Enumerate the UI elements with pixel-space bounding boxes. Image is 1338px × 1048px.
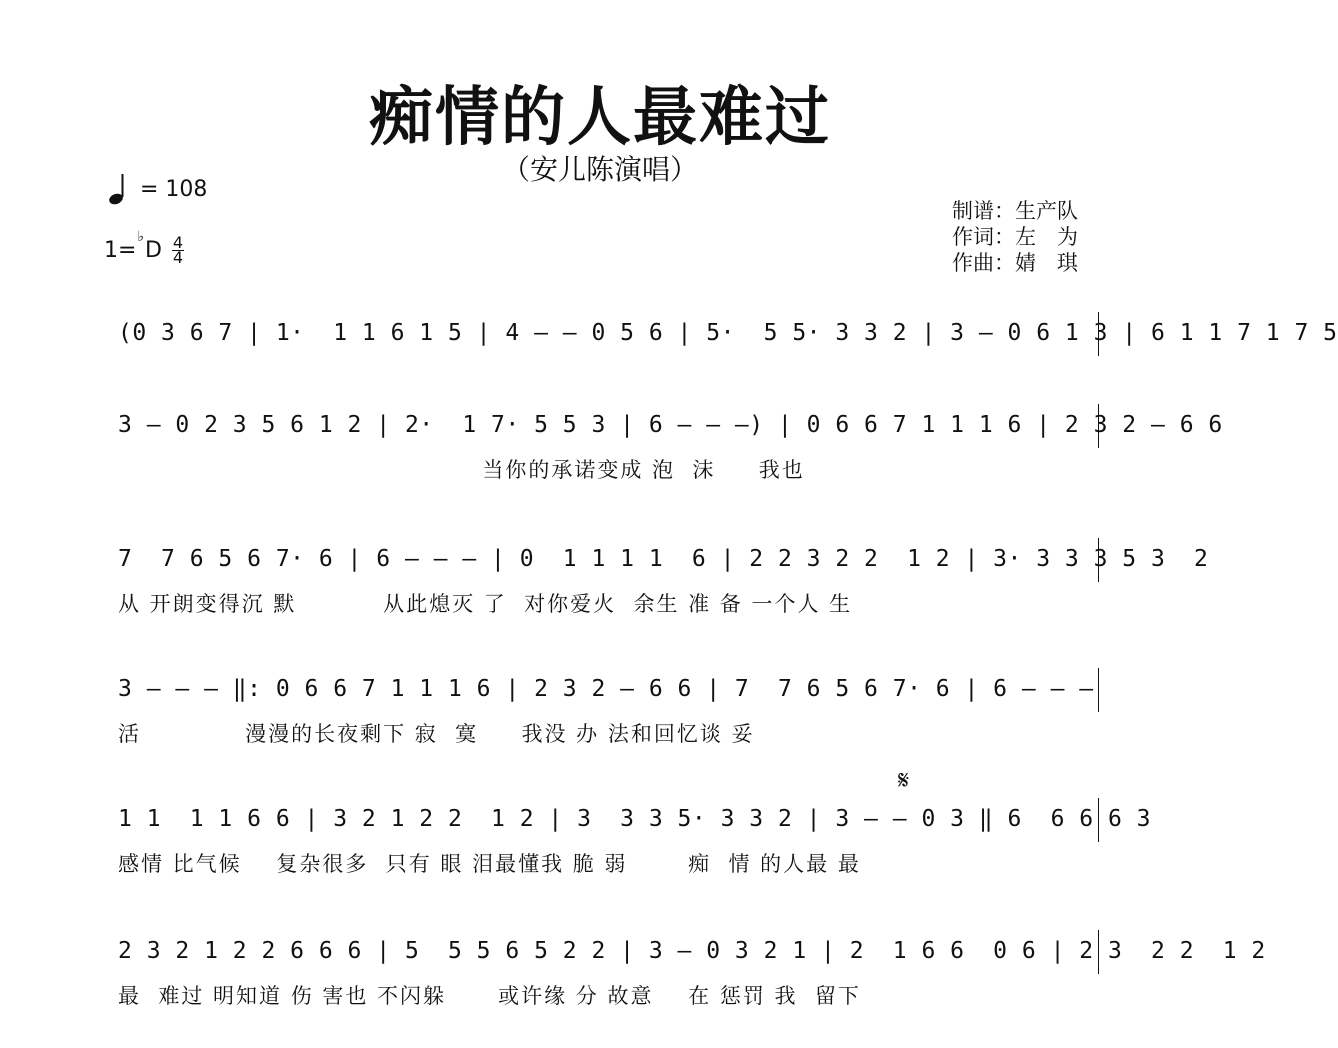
notation-row: 1 1 1 1 6 6 | 3 2 1 2 2 1 2 | 3 3 3 5· 3 3 2 | 3 — — 0 3 ‖ 6 6 6 6 3 xyxy=(118,806,1151,832)
time-sig-top: 4 xyxy=(172,233,184,252)
lyrics-row: 当你的承诺变成 泡 沫 我也 xyxy=(118,458,805,482)
quarter-note-icon xyxy=(108,172,130,206)
time-signature xyxy=(172,233,184,267)
lyricist-credit: 作词：左 为 xyxy=(952,225,1078,249)
flat-sign: ♭ xyxy=(137,228,145,245)
lyrics-row: 活 漫漫的长夜剩下 寂 寞 我没 办 法和回忆谈 妥 xyxy=(118,722,755,746)
barline xyxy=(1098,404,1099,448)
key-prefix: 1= xyxy=(104,238,137,263)
arranger-credit: 制谱：生产队 xyxy=(952,199,1078,223)
lyrics-row: 从 开朗变得沉 默 从此熄灭 了 对你爱火 余生 准 备 一个人 生 xyxy=(118,592,853,616)
tempo-marking xyxy=(108,172,207,206)
barline xyxy=(1098,668,1099,712)
notation-row: 7 7 6 5 6 7· 6 | 6 — — — | 0 1 1 1 1 6 | 2 2 3 2 2 1 2 | 3· 3 3 3 5 3 2 xyxy=(118,546,1209,572)
staff-line-3 xyxy=(110,546,1209,656)
song-title: 痴情的人最难过 xyxy=(369,81,831,155)
barline xyxy=(1098,312,1099,356)
notation-row: 2 3 2 1 2 2 6 6 6 | 5 5 5 6 5 2 2 | 3 — 0 3 2 1 | 2 1 6 6 0 6 | 2 3 2 2 1 2 xyxy=(118,938,1266,964)
staff-line-4 xyxy=(110,676,1100,786)
composer-credit: 作曲：婧 琪 xyxy=(952,251,1078,275)
notation-row: (0 3 6 7 | 1· 1 1 6 1 5 | 4 — — 0 5 6 | 5· 5 5· 3 3 2 | 3 — 0 6 1 3 | 6 1 1 7 1 7 5 xyxy=(118,320,1338,346)
lyrics-row: 感情 比气候 复杂很多 只有 眼 泪最懂我 脆 弱 痴 情 的人最 最 xyxy=(118,852,861,876)
staff-line-6 xyxy=(110,938,1266,1048)
barline xyxy=(1098,798,1099,842)
barline xyxy=(1098,930,1099,974)
key-signature xyxy=(104,228,184,267)
time-sig-bottom: 4 xyxy=(172,248,184,267)
lyrics-row: 最 难过 明知道 伤 害也 不闪躲 或许缘 分 故意 在 惩罚 我 留下 xyxy=(118,984,861,1008)
segno-sign: 𝄋 xyxy=(898,766,910,796)
performer-subtitle: （安儿陈演唱） xyxy=(501,153,698,186)
barline xyxy=(1098,538,1099,582)
staff-line-2 xyxy=(110,412,1223,522)
notation-row: 3 — 0 2 3 5 6 1 2 | 2· 1 7· 5 5 3 | 6 — — —) | 0 6 6 7 1 1 1 6 | 2 3 2 — 6 6 xyxy=(118,412,1223,438)
tempo-value: = 108 xyxy=(140,176,208,202)
credits-block xyxy=(952,198,1078,276)
notation-row: 3 — — — ‖: 0 6 6 7 1 1 1 6 | 2 3 2 — 6 6 | 7 7 6 5 6 7· 6 | 6 — — — xyxy=(118,676,1094,702)
staff-line-5 xyxy=(110,806,1151,916)
key-note: D xyxy=(145,238,162,263)
